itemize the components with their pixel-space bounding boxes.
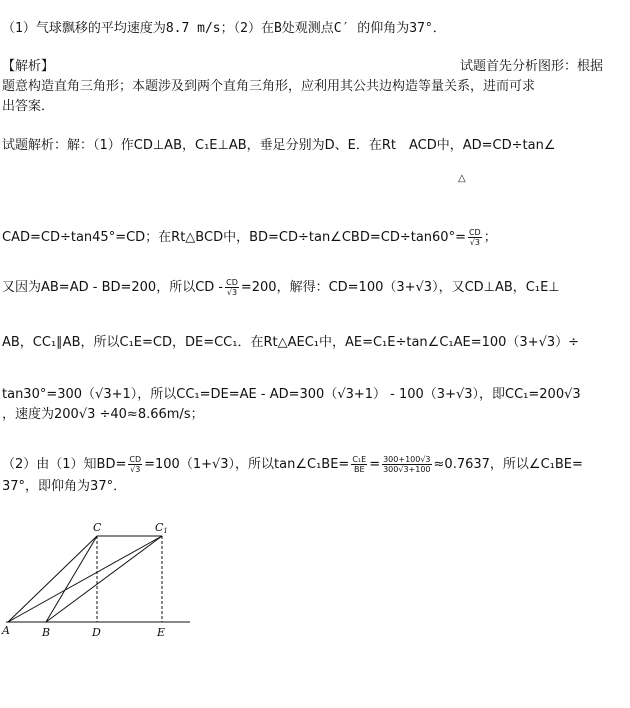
- analysis-line-3: 出答案．: [2, 99, 55, 114]
- analysis-right-text: 试题首先分析图形：根据: [460, 59, 604, 74]
- fraction-c1e-be: $\frac{\text{C₁E}}{BE}$: [352, 455, 367, 474]
- label-b: B: [42, 626, 51, 639]
- segment-b-c: [46, 536, 97, 622]
- solution-line-7-eq: =: [369, 457, 381, 472]
- fraction-cd-sqrt3: $\frac{CD}{√3}$: [468, 228, 481, 247]
- label-e: E: [157, 626, 166, 639]
- analysis-line-2: 题意构造直角三角形；本题涉及到两个直角三角形，应利用其公共边构造等量关系，进而可求: [2, 79, 536, 94]
- fraction-cd-sqrt3-3: $\frac{CD}{√3}$: [129, 455, 142, 474]
- segment-b-c1: [46, 536, 162, 622]
- solution-line-4: AB，CC₁∥AB，所以C₁E=CD，DE=CC₁．在Rt△AEC₁中，AE=C₁E÷tan∠C₁AE=100（3+√3）÷: [2, 335, 580, 350]
- fraction-cd-sqrt3-2: $\frac{CD}{√3}$: [226, 278, 238, 297]
- solution-line-1: 试题解析：解：（1）作CD⊥AB，C₁E⊥AB，垂足分别为D、E．在Rt ACD中，AD=CD÷tan∠: [2, 138, 556, 153]
- label-a: A: [2, 624, 10, 637]
- segment-a-c: [8, 536, 97, 622]
- solution-line-5: tan30°=300（√3+1），所以CC₁=DE=AE - AD=300（√3+1） - 100（3+√3），即CC₁=200√3: [2, 387, 581, 402]
- analysis-header: 【解析】: [2, 59, 55, 74]
- solution-line-7-end: ≈0.7637，所以∠C₁BE=: [433, 457, 583, 472]
- fraction-numeric: $\frac{300+100√3}{300√3+100}$: [383, 455, 431, 474]
- solution-line-6: ，速度为200√3 ÷40≈8.66m/s；: [2, 407, 204, 422]
- solution-line-7-mid: =100（1+√3），所以tan∠C₁BE=: [144, 457, 350, 472]
- label-c1: C1: [155, 521, 168, 535]
- solution-line-2-text: CAD=CD÷tan45°=CD；在Rt△BCD中，BD=CD÷tan∠CBD=CD÷tan60°=: [2, 230, 466, 245]
- solution-line-3-end: =200，解得：CD=100（3+√3），又CD⊥AB，C₁E⊥: [240, 280, 560, 295]
- solution-line-8: 37°，即仰角为37°．: [2, 479, 127, 494]
- solution-line-2-end: ；: [483, 230, 497, 245]
- answer-line: （1）气球飘移的平均速度为8.7 m/s；（2）在B处观测点C′ 的仰角为37°．: [2, 21, 446, 36]
- label-c: C: [93, 521, 102, 534]
- solution-line-3-text: 又因为AB=AD - BD=200，所以CD -: [2, 280, 224, 295]
- triangle-symbol: △: [458, 173, 466, 184]
- label-d: D: [92, 626, 101, 639]
- solution-line-7-text: （2）由（1）知BD=: [2, 457, 127, 472]
- segment-a-c1: [8, 536, 162, 622]
